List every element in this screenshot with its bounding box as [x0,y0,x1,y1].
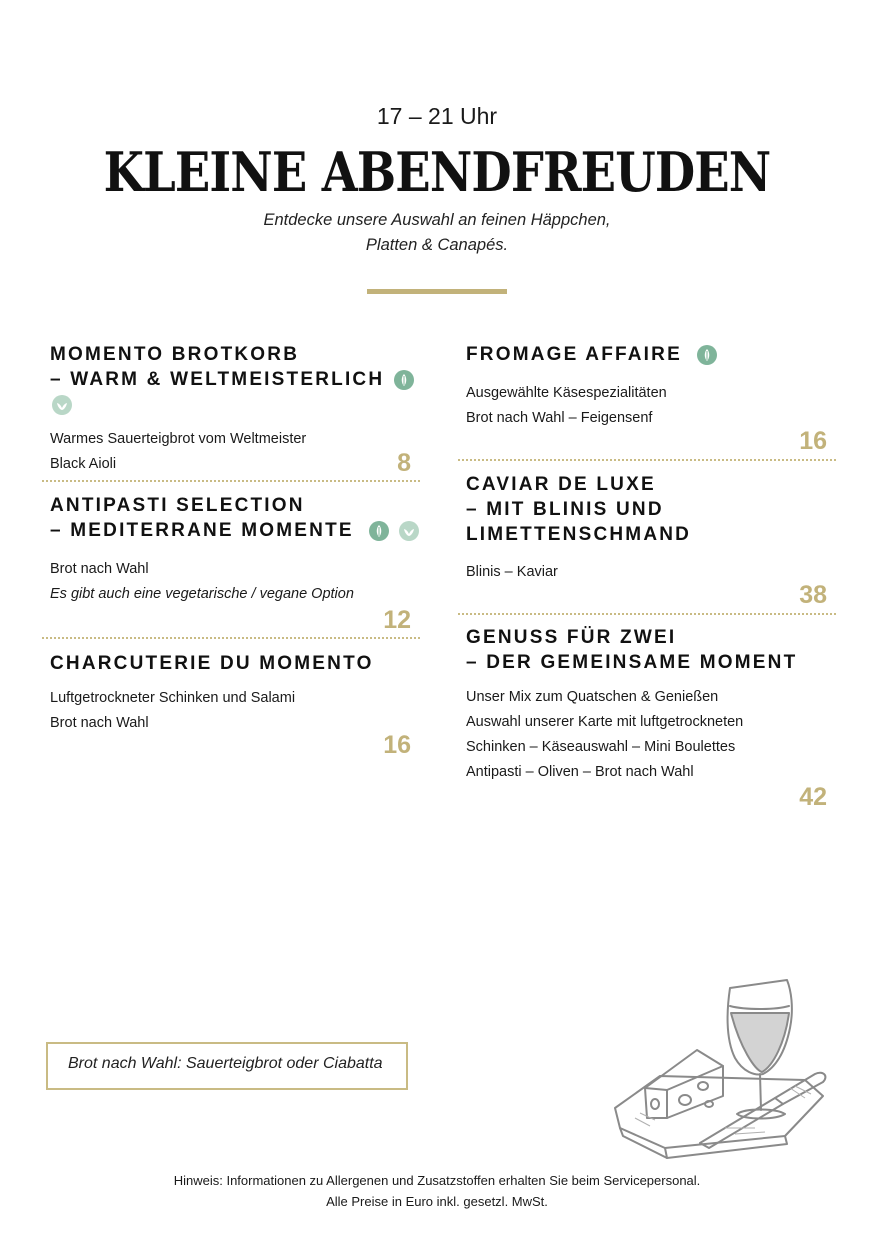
item-description: Es gibt auch eine vegetarische / vegane Option [50,586,354,602]
allergen-notice: Hinweis: Informationen zu Allergenen und Zusatzstoffen erhalten Sie beim Servicepersonal. [173,1173,701,1188]
menu-item-antipasti-selection [50,493,430,607]
item-description: Unser Mix zum Quatschen & Genießen [466,689,719,705]
item-separator [42,480,420,482]
item-subtitle: – MIT BLINIS UND [466,499,664,520]
item-price: 16 [799,427,827,455]
item-title [50,367,430,417]
item-price: 16 [383,731,411,759]
title-divider [367,289,507,294]
footer-notice [0,1170,874,1212]
item-title: MOMENTO BROTKORB [50,344,300,365]
item-title [466,342,846,367]
item-title: CAVIAR DE LUXE [466,474,656,495]
item-description: Brot nach Wahl – Feigensenf [466,410,653,426]
item-description: Luftgetrockneter Schinken und Salami [50,690,296,706]
item-description: Warmes Sauerteigbrot vom Weltmeister [50,431,307,447]
item-title: CHARCUTERIE DU MOMENTO [50,653,374,674]
item-title: ANTIPASTI SELECTION [50,495,305,516]
vegetarian-icon [697,345,717,365]
item-separator [42,637,420,639]
item-description: Ausgewählte Käsespezialitäten [466,385,667,401]
menu-item-fromage-affaire [466,342,846,431]
item-separator [458,459,836,461]
price-notice: Alle Preise in Euro inkl. gesetzl. MwSt. [326,1194,548,1209]
vegetarian-icon [369,521,389,541]
item-description: Brot nach Wahl [50,715,149,731]
bread-note: Brot nach Wahl: Sauerteigbrot oder Ciabatta [68,1055,383,1072]
item-title [50,518,430,543]
wine-and-cheese-illustration [605,968,835,1173]
service-time: 17 – 21 Uhr [376,103,498,129]
item-price: 42 [799,783,827,811]
item-title: GENUSS FÜR ZWEI [466,627,677,648]
item-description: Black Aioli [50,456,117,472]
page-subtitle [0,208,874,258]
subtitle-line: Platten & Canapés. [365,236,509,254]
item-description: Blinis – Kaviar [466,564,558,580]
item-price: 38 [799,581,827,609]
vegetarian-icon [394,370,414,390]
item-subtitle: LIMETTENSCHMAND [466,524,692,545]
item-description: Schinken – Käseauswahl – Mini Boulettes [466,739,736,755]
item-description: Brot nach Wahl [50,561,149,577]
menu-item-charcuterie [50,651,430,736]
vegan-icon [399,521,419,541]
item-price: 12 [383,606,411,634]
item-description: Antipasti – Oliven – Brot nach Wahl [466,764,694,780]
menu-item-genuss-fuer-zwei [466,625,846,785]
item-title-text: FROMAGE AFFAIRE [466,344,682,365]
item-subtitle: – MEDITERRANE MOMENTE [50,520,354,541]
vegan-icon [52,395,72,415]
item-subtitle: – DER GEMEINSAME MOMENT [466,652,798,673]
item-description: Auswahl unserer Karte mit luftgetrockneten [466,714,744,730]
item-separator [458,613,836,615]
page-title: KLEINE ABENDFREUDEN [103,140,771,204]
subtitle-line: Entdecke unsere Auswahl an feinen Häppchen, [263,211,611,229]
item-subtitle: – WARM & WELTMEISTERLICH [50,369,385,390]
menu-item-caviar-de-luxe [466,472,846,585]
item-price: 8 [397,449,411,477]
